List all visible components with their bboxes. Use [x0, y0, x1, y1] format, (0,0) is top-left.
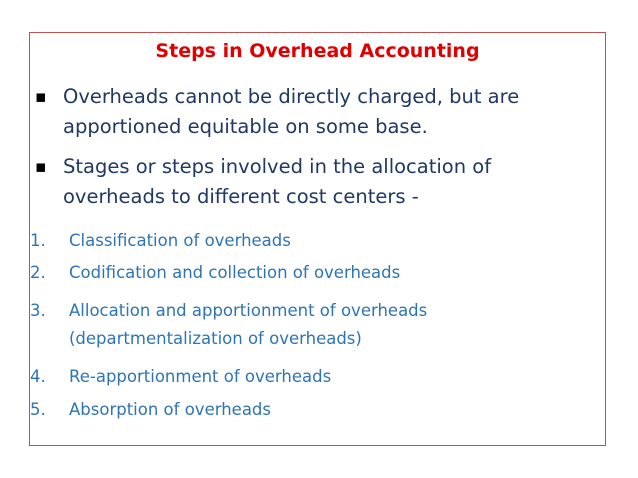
square-bullet-icon: ▪: [35, 157, 47, 177]
step-line: Absorption of overheads: [69, 400, 272, 419]
step-item: [30, 227, 600, 255]
step-number: 1.: [30, 231, 46, 250]
bullet-line: apportioned equitable on some base.: [63, 115, 428, 138]
bullet-line: overheads to different cost centers -: [63, 185, 419, 208]
step-line: Classification of overheads: [69, 231, 291, 250]
step-item: [30, 259, 600, 287]
step-number: 2.: [30, 263, 46, 282]
step-item: [30, 363, 600, 391]
step-number: 5.: [30, 400, 46, 419]
step-number: 4.: [30, 367, 46, 386]
step-line: Codification and collection of overheads: [69, 263, 401, 282]
bullet-line: Overheads cannot be directly charged, but are: [63, 85, 520, 108]
step-number: 3.: [30, 301, 46, 320]
square-bullet-icon: ▪: [35, 87, 47, 107]
bullet-item: [35, 82, 605, 142]
step-line: (departmentalization of overheads): [69, 329, 362, 348]
slide-title: Steps in Overhead Accounting: [155, 40, 480, 62]
step-item: [30, 297, 600, 353]
bullet-item: [35, 152, 605, 212]
step-item: [30, 396, 600, 424]
slide-frame: [29, 32, 606, 446]
bullet-line: Stages or steps involved in the allocation of: [63, 155, 492, 178]
step-line: Allocation and apportionment of overheads: [69, 301, 428, 320]
step-line: Re-apportionment of overheads: [69, 367, 332, 386]
